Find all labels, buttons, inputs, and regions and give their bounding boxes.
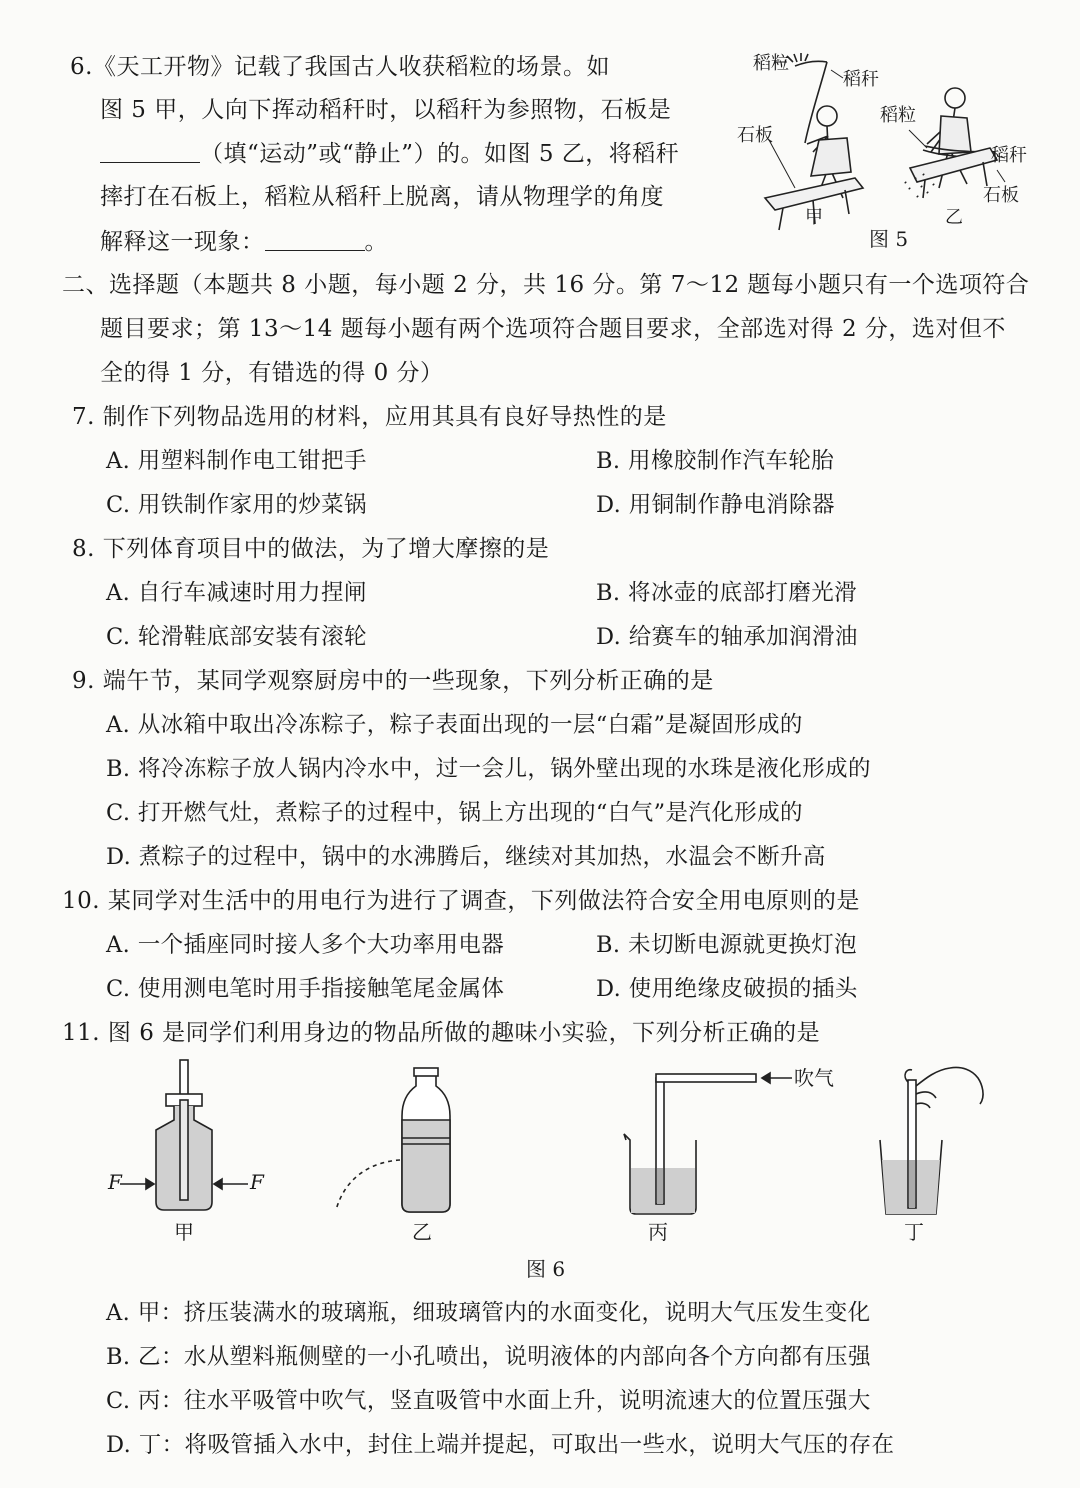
fig5-caption: 图 5 [869, 227, 909, 251]
fig5-yi-daoli-label: 稻粒 [880, 105, 916, 126]
q9-option-a[interactable]: A. 从冰箱中取出冷冻粽子，粽子表面出现的一层“白霜”是凝固形成的 [106, 712, 803, 738]
q10-option-a[interactable]: A. 一个插座同时接人多个大功率用电器 [106, 932, 505, 958]
q8-option-d[interactable]: D. 给赛车的轴承加润滑油 [596, 624, 858, 650]
figure-6-illustration [100, 1060, 1000, 1250]
fig6-force-left: F [108, 1170, 122, 1194]
q10-option-b[interactable]: B. 未切断电源就更换灯泡 [596, 932, 858, 958]
answer-blank[interactable] [265, 228, 365, 251]
q8-stem: 8. 下列体育项目中的做法，为了增大摩擦的是 [72, 536, 550, 562]
fig5-yi-daogan-label: 稻秆 [991, 145, 1027, 166]
q6-line-3-text: （填“运动”或“静止”）的。如图 5 乙，将稻秆 [200, 141, 680, 167]
q11-stem: 11. 图 6 是同学们利用身边的物品所做的趣味小实验，下列分析正确的是 [62, 1020, 821, 1046]
q6-line-5-end: 。 [364, 229, 388, 255]
q6-line-5 [100, 227, 388, 257]
fig6-label-ding: 丁 [904, 1220, 924, 1244]
q6-line-1: 6.《天工开物》记载了我国古人收获稻粒的场景。如 [70, 54, 610, 80]
q6-line-4: 摔打在石板上，稻粒从稻秆上脱离，请从物理学的角度 [100, 184, 664, 210]
fig6-label-jia: 甲 [174, 1220, 194, 1244]
q8-option-b[interactable]: B. 将冰壶的底部打磨光滑 [596, 580, 858, 606]
figure-5 [735, 48, 1045, 258]
q11-option-c[interactable]: C. 丙：往水平吸管中吹气，竖直吸管中水面上升，说明流速大的位置压强大 [106, 1388, 871, 1414]
q7-option-b[interactable]: B. 用橡胶制作汽车轮胎 [596, 448, 835, 474]
q10-option-d[interactable]: D. 使用绝缘皮破损的插头 [596, 976, 858, 1002]
fig5-yi-shiban-label: 石板 [983, 185, 1019, 206]
fig5-label-jia: 甲 [805, 207, 823, 228]
fig6-label-yi: 乙 [412, 1220, 432, 1244]
q7-option-a[interactable]: A. 用塑料制作电工钳把手 [106, 448, 367, 474]
q9-option-c[interactable]: C. 打开燃气灶，煮粽子的过程中，锅上方出现的“白气”是汽化形成的 [106, 800, 803, 826]
q9-option-b[interactable]: B. 将冷冻粽子放人锅内冷水中，过一会儿，锅外壁出现的水珠是液化形成的 [106, 756, 871, 782]
section2-line-2: 题目要求；第 13～14 题每小题有两个选项符合题目要求，全部选对得 2 分，选对但不 [100, 316, 1006, 342]
q10-option-c[interactable]: C. 使用测电笔时用手指接触笔尾金属体 [106, 976, 505, 1002]
fig6-label-bing: 丙 [648, 1220, 668, 1244]
fig5-jia-daoli-label: 稻粒 [753, 53, 789, 74]
q11-option-a[interactable]: A. 甲：挤压装满水的玻璃瓶，细玻璃管内的水面变化，说明大气压发生变化 [106, 1300, 871, 1326]
section2-line-3: 全的得 1 分，有错选的得 0 分） [100, 360, 444, 386]
q11-option-b[interactable]: B. 乙：水从塑料瓶侧壁的一小孔喷出，说明液体的内部向各个方向都有压强 [106, 1344, 871, 1370]
fig5-jia-daogan-label: 稻秆 [843, 69, 879, 90]
fig6-blow-label: 吹气 [794, 1066, 834, 1090]
q8-option-c[interactable]: C. 轮滑鞋底部安装有滚轮 [106, 624, 367, 650]
q8-option-a[interactable]: A. 自行车减速时用力捏闸 [106, 580, 367, 606]
q6-line-2: 图 5 甲，人向下挥动稻秆时，以稻秆为参照物，石板是 [100, 97, 672, 123]
figure-6 [100, 1060, 1000, 1290]
fig5-jia-shiban-label: 石板 [737, 125, 773, 146]
q7-option-c[interactable]: C. 用铁制作家用的炒菜锅 [106, 492, 367, 518]
q9-option-d[interactable]: D. 煮粽子的过程中，锅中的水沸腾后，继续对其加热，水温会不断升高 [106, 844, 826, 870]
q6-line-3 [100, 139, 679, 169]
fig6-caption: 图 6 [526, 1257, 566, 1281]
q9-stem: 9. 端午节，某同学观察厨房中的一些现象，下列分析正确的是 [72, 668, 714, 694]
section2-line-1: 二、选择题（本题共 8 小题，每小题 2 分，共 16 分。第 7～12 题每小题只有一个选项符合 [62, 272, 1030, 298]
q11-option-d[interactable]: D. 丁：将吸管插入水中，封住上端并提起，可取出一些水，说明大气压的存在 [106, 1432, 895, 1458]
q7-option-d[interactable]: D. 用铜制作静电消除器 [596, 492, 835, 518]
answer-blank[interactable] [100, 140, 200, 163]
fig5-label-yi: 乙 [945, 207, 963, 228]
q10-stem: 10. 某同学对生活中的用电行为进行了调查，下列做法符合安全用电原则的是 [62, 888, 860, 914]
fig6-force-right: F [250, 1170, 264, 1194]
q7-stem: 7. 制作下列物品选用的材料，应用其具有良好导热性的是 [72, 404, 667, 430]
q6-line-5-text: 解释这一现象： [100, 229, 265, 255]
